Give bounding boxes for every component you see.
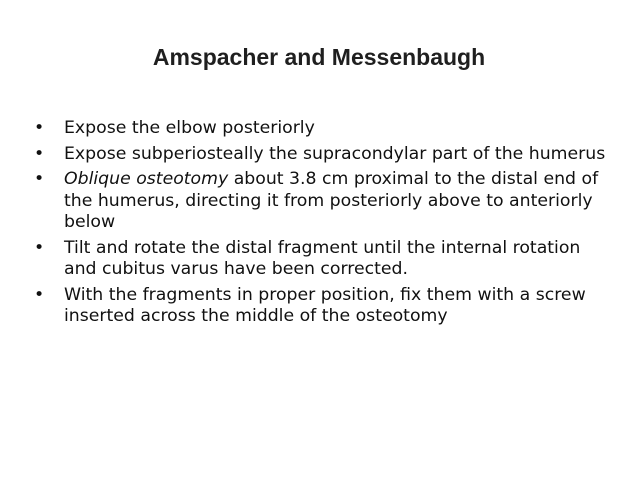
- bullet-dot-icon: •: [34, 118, 45, 138]
- bullet-dot-icon: •: [34, 284, 45, 305]
- bullet-text: Tilt and rotate the distal fragment until the internal rotation and cubitus varus have been corrected.: [64, 237, 581, 279]
- bullet-item-5: [34, 285, 614, 328]
- bullet-item-3: [34, 169, 614, 234]
- bullet-dot-icon: •: [34, 169, 45, 189]
- bullet-italic-term: Oblique osteotomy: [64, 169, 229, 189]
- bullet-text: Expose the elbow posteriorly: [64, 118, 315, 138]
- slide-title: Amspacher and Messenbaugh: [152, 44, 486, 70]
- bullet-item-2: [34, 144, 614, 166]
- bullet-text: about 3.8 cm proximal to the distal end of the humerus, directing it from posteriorly above to anteriorly below: [64, 169, 599, 232]
- bullet-list: [34, 118, 614, 332]
- bullet-item-1: [34, 118, 614, 140]
- bullet-dot-icon: •: [34, 237, 45, 258]
- bullet-text: With the fragments in proper position, fix them with a screw inserted across the middle of the osteotomy: [64, 284, 586, 326]
- bullet-text: Expose subperiosteally the supracondylar part of the humerus: [64, 143, 606, 164]
- bullet-dot-icon: •: [34, 143, 45, 164]
- bullet-item-4: [34, 238, 614, 281]
